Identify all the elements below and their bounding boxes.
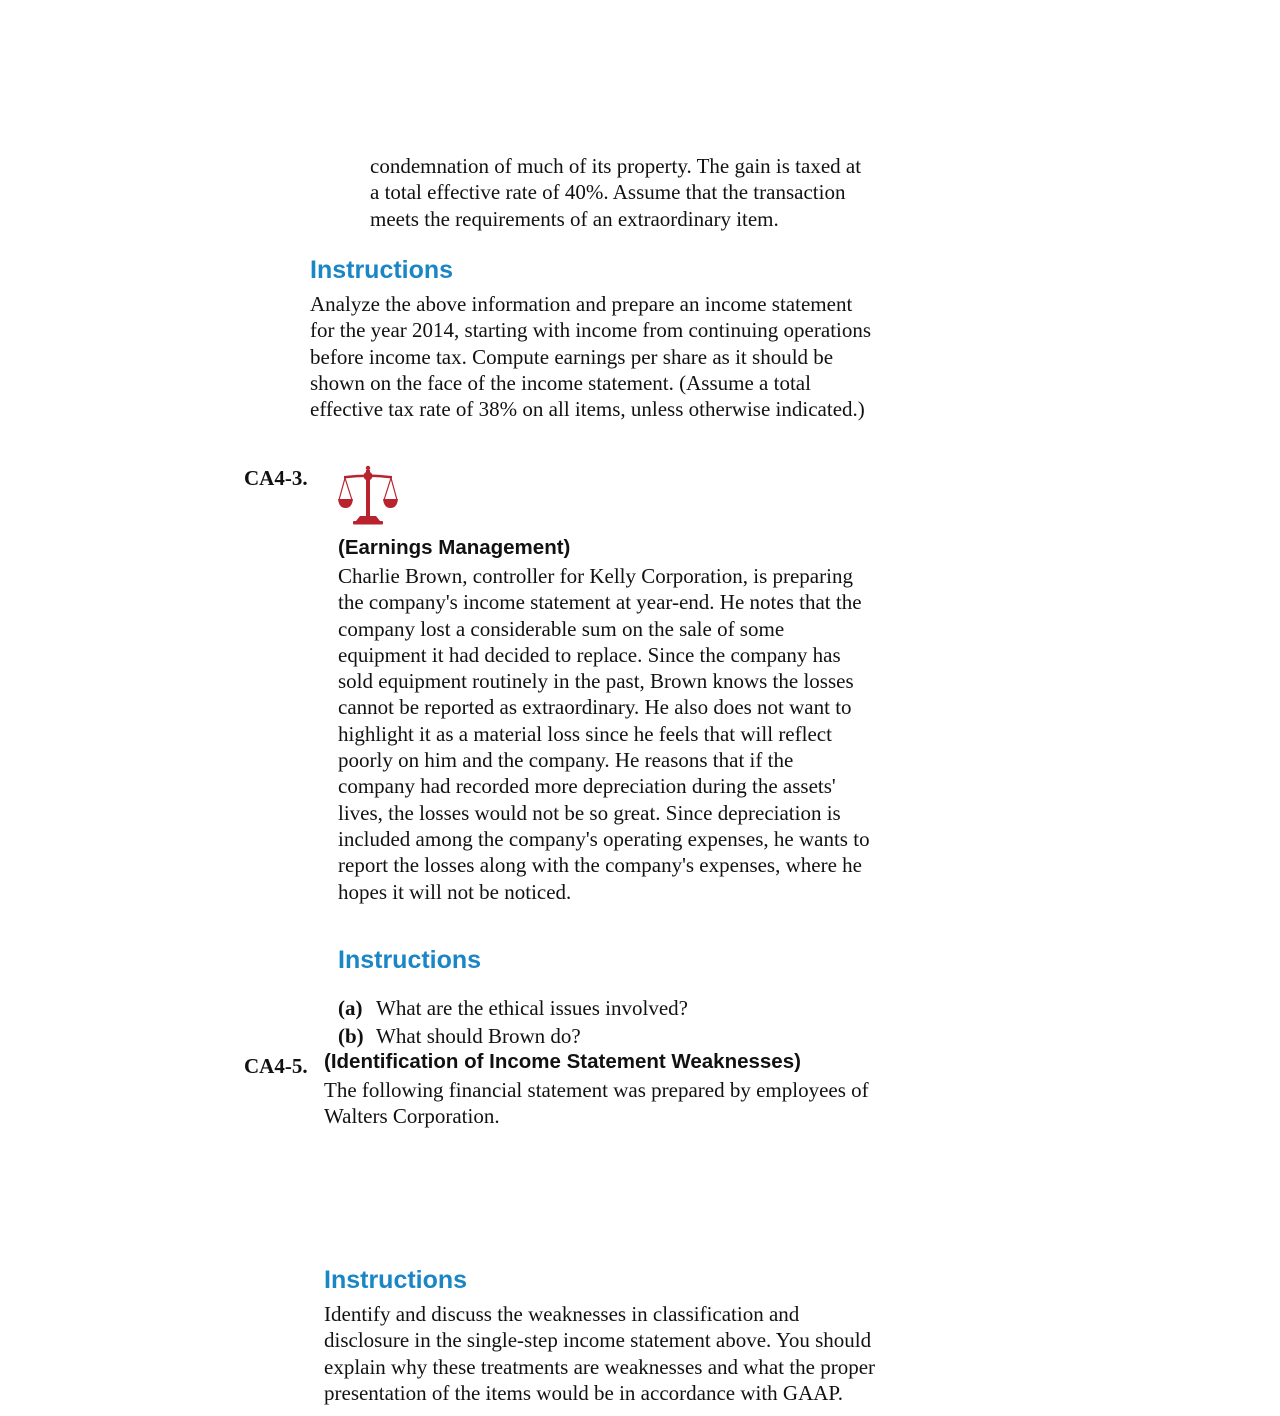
ca4-5-instructions-heading: Instructions xyxy=(324,1266,468,1294)
question-item xyxy=(338,994,870,1022)
ca4-5-body: The following financial statement was prepared by employees of Walters Corporation. xyxy=(324,1078,869,1129)
question-label: (b) xyxy=(338,1024,364,1048)
case-number-ca4-3: CA4-3. xyxy=(244,466,308,490)
ca4-3-question-list xyxy=(338,994,870,1050)
continuation-paragraph: condemnation of much of its property. The gain is taxed at a total effective rate of 40%. Assume that the transaction meets the requirements of an extraordinary item. xyxy=(370,154,862,231)
question-text: What are the ethical issues involved? xyxy=(376,996,688,1020)
ca4-3-body: Charlie Brown, controller for Kelly Corporation, is preparing the company's income statement at year-end. He notes that the company lost a considerable sum on the sale of some equipment it had decided to replace. Since the company has sold equipment routinely in the past, Brown knows the losses cannot be reported as extraordinary. He also does not want to highlight it as a material loss since he feels that will reflect poorly on him and the company. He reasons that if the company had recorded more depreciation during the assets' lives, the losses would not be so great. Since depreciation is included among the company's operating expenses, he wants to report the losses along with the company's expenses, where he hopes it will not be noticed. xyxy=(338,564,870,904)
case-number-ca4-5: CA4-5. xyxy=(244,1054,308,1078)
ca4-5-title: (Identification of Income Statement Weaknesses) xyxy=(324,1050,801,1073)
question-label: (a) xyxy=(338,996,363,1020)
ca4-3-instructions-heading: Instructions xyxy=(338,946,482,974)
ca4-3-title: (Earnings Management) xyxy=(338,536,571,559)
question-item xyxy=(338,1022,870,1050)
instructions-heading: Instructions xyxy=(310,256,454,284)
question-text: What should Brown do? xyxy=(376,1024,581,1048)
instructions-paragraph: Analyze the above information and prepare an income statement for the year 2014, starting with income from continuing operations before income tax. Compute earnings per share as it should be shown on the face of the income statement. (Assume a total effective tax rate of 38% on all items, unless otherwise indicated.) xyxy=(310,292,872,422)
ca4-5-instructions-paragraph: Identify and discuss the weaknesses in classification and disclosure in the single-step income statement above. You should explain why these treatments are weaknesses and what the proper presentation of the items would be in accordance with GAAP. xyxy=(324,1302,876,1405)
scales-of-justice-icon xyxy=(336,464,400,526)
